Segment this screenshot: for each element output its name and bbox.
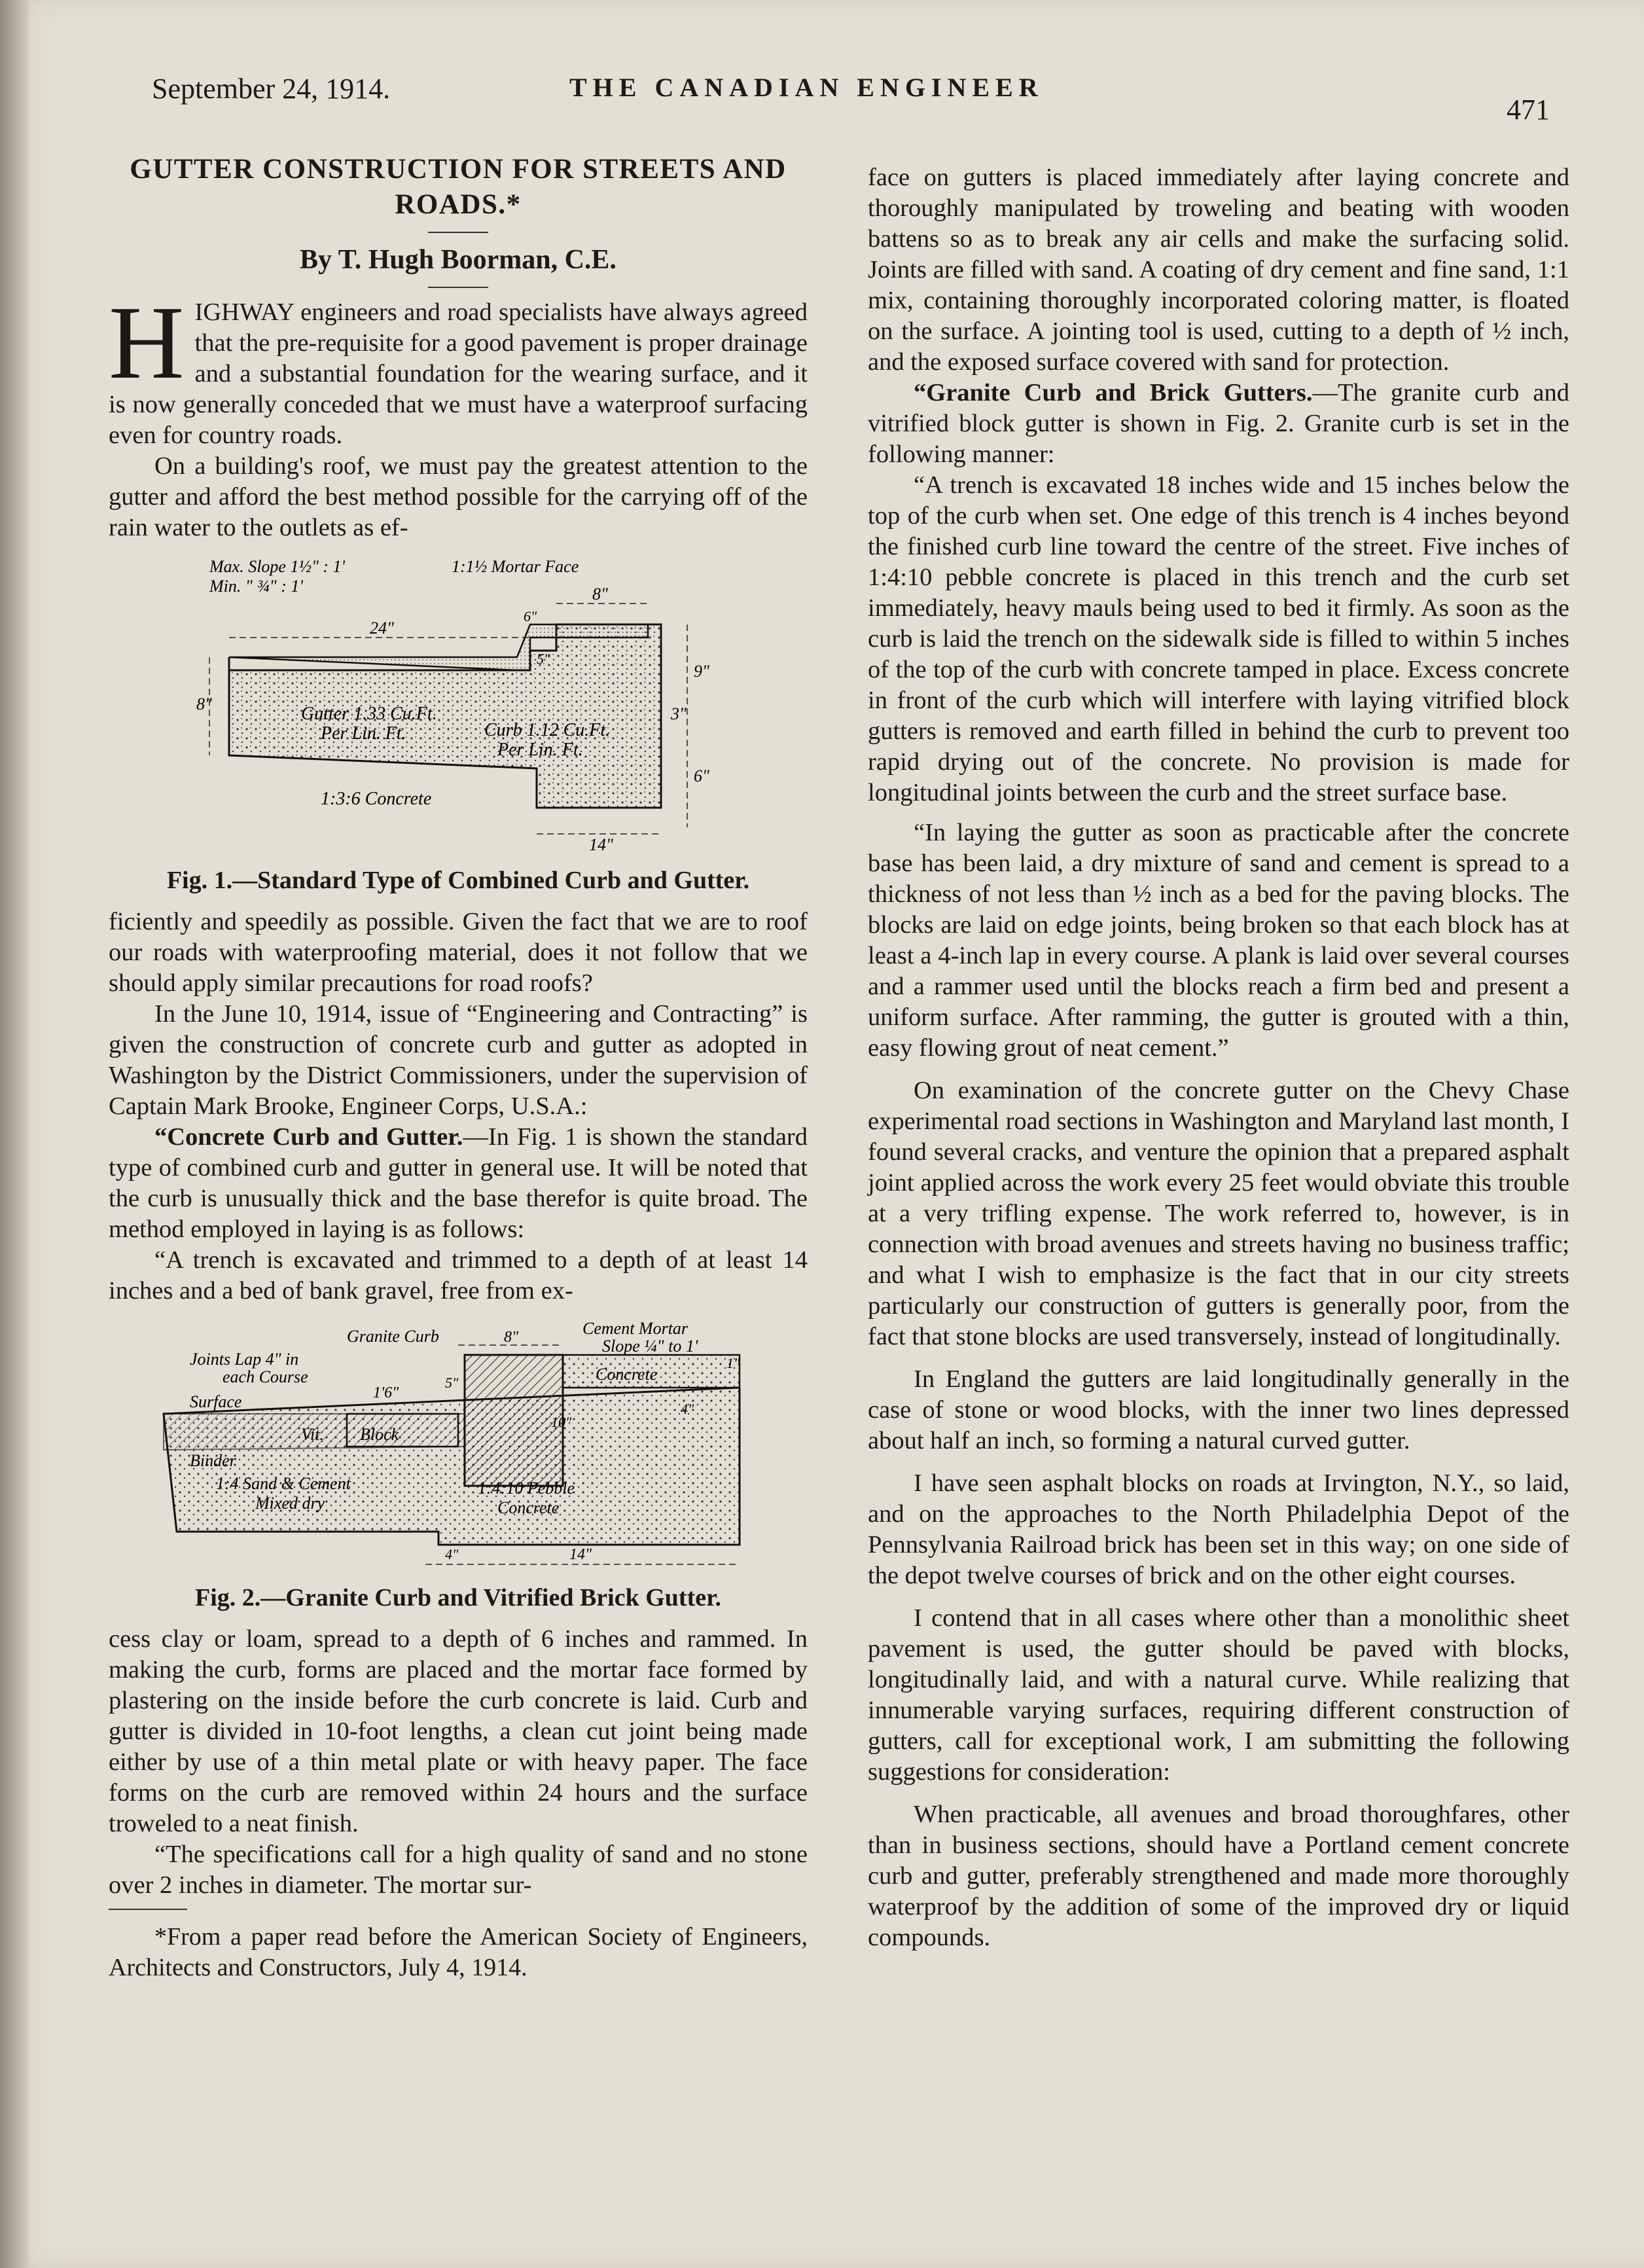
fig1-curb-volume: Curb 1.12 Cu.Ft. xyxy=(484,720,611,740)
footnote: *From a paper read before the American Society of Engineers, Architects and Constructors, July 4, 1914. xyxy=(109,1923,808,1981)
paragraph: “A trench is excavated and trimmed to a depth of at least 14 inches and a bed of bank gravel, free from ex- xyxy=(109,1246,808,1305)
paragraph: “Concrete Curb and Gutter.—In Fig. 1 is shown the standard type of combined curb and gutter in general use. It will be noted that the curb is unusually thick and the base therefor is quite broad. The method employed in laying is as follows: xyxy=(109,1123,808,1243)
paragraph: HIGHWAY engineers and road specialists have always agreed that the pre-requisite for a good pavement is proper drainage and a substantial foundation for the wearing surface, and it is now generally conceded that we must have a waterproof surfacing even for country roads. xyxy=(109,284,808,449)
fig1-min-slope: Min. " ¾" : 1' xyxy=(209,577,303,596)
fig2-dim-1-6: 1'6" xyxy=(373,1384,399,1401)
header-date: September 24, 1914. xyxy=(152,73,391,105)
fig2-dim-4a: 4" xyxy=(681,1401,694,1417)
fig1-gutter-per-ft: Per Lin. Ft. xyxy=(321,723,406,744)
fig2-dim-4b: 4" xyxy=(445,1546,459,1562)
title-rule xyxy=(428,232,488,233)
fig2-dim-5: 5" xyxy=(445,1375,459,1391)
article-byline: By T. Hugh Boorman, C.E. xyxy=(300,245,616,275)
figure-2-caption: Fig. 2.—Granite Curb and Vitrified Brick Gutter. xyxy=(195,1584,721,1611)
paragraph: “In laying the gutter as soon as practicable after the concrete base has been laid, a dry mixture of sand and cement is spread to a thickness of not less than ½ inch as a bed for the paving blocks. The blocks are laid on edge joints, being broken so that each block has at least a 4-inch lap in every course. A plank is laid over several courses and a rammer used until the blocks reach a firm bed and present a uniform surface. After ramming, the gutter is grouted with a thin, easy flowing grout of neat cement.” xyxy=(868,819,1569,1062)
fig1-dim-24: 24" xyxy=(370,619,394,638)
paragraph: On a building's roof, we must pay the greatest attention to the gutter and afford the best method possible for the carrying off of the rain water to the outlets as ef- xyxy=(109,452,808,541)
fig2-each-course: each Course xyxy=(223,1367,308,1386)
fig2-slope: Slope ¼" to 1' xyxy=(602,1337,698,1356)
fig2-granite-curb: Granite Curb xyxy=(347,1327,439,1346)
paragraph: In the June 10, 1914, issue of “Engineering and Contracting” is given the construction of concrete curb and gutter as adopted in Washington by the District Commissioners, under the supervision of Captain Mark Brooke, Engineer Corps, U.S.A.: xyxy=(109,1000,808,1120)
paragraph: face on gutters is placed immediately after laying concrete and thoroughly manipulated by troweling and beating with wooden battens so as to break any air cells and make the surfacing solid. Joints are filled with sand. A coating of dry cement and fine sand, 1:1 mix, containing thoroughly incorporated coloring matter, is floated on the surface. A jointing tool is used, cutting to a depth of ½ inch, and the exposed surface covered with sand for protection. xyxy=(868,164,1569,376)
fig2-surface: Surface xyxy=(190,1392,242,1411)
fig2-dim-1: 1" xyxy=(726,1355,740,1371)
granite-curb-brick-gutter-drawing xyxy=(151,1316,766,1577)
fig1-mortar-face: 1:1½ Mortar Face xyxy=(452,557,579,576)
paragraph: I contend that in all cases where other than a monolithic sheet pavement is used, the gutter should be paved with blocks, longitudinally laid, and with a natural curve. While realizing that innumerable varying surfaces, requiring different construction of gutters, call for exceptional work, I am submitting the following suggestions for consideration: xyxy=(868,1604,1569,1786)
fig2-pebble: 1:4:10 Pebble xyxy=(478,1479,575,1498)
paragraph: ficiently and speedily as possible. Given the fact that we are to roof our roads with waterproofing material, does it not follow that we should apply similar precautions for road roofs? xyxy=(109,908,808,997)
fig1-dim-6b: 6" xyxy=(694,766,709,785)
footnote-rule xyxy=(109,1909,187,1910)
fig1-dim-8: 8" xyxy=(592,585,608,603)
fig1-dim-6a: 6" xyxy=(524,608,537,624)
paragraph: In England the gutters are laid longitudinally generally in the case of stone or wood blocks, with the inner two lines depressed about half an inch, so forming a natural curved gutter. xyxy=(868,1365,1569,1454)
paragraph: On examination of the concrete gutter on the Chevy Chase experimental road sections in Washington and Maryland last month, I found several cracks, and venture the opinion that a prepared asphalt joint applied across the work every 25 feet would obviate this trouble at a very trifling expense. The work referred to, however, is in connection with broad avenues and streets having no business traffic; and what I wish to emphasize is the fact that in our city streets particularly our construction of gutters is generally poor, from the fact that stone blocks are used transversely, instead of longitudinally. xyxy=(868,1077,1569,1350)
fig2-cement-mortar: Cement Mortar xyxy=(582,1319,688,1338)
figure-1-caption: Fig. 1.—Standard Type of Combined Curb and Gutter. xyxy=(166,867,750,894)
fig1-gutter-volume: Gutter 1.33 Cu.Ft. xyxy=(301,704,437,724)
fig2-dim-8: 8" xyxy=(504,1329,519,1346)
article-title: GUTTER CONSTRUCTION FOR STREETS AND ROADS.* xyxy=(130,154,787,220)
fig2-block: Block xyxy=(360,1425,399,1444)
fig2-vit: Vit. xyxy=(301,1425,324,1444)
paragraph: cess clay or loam, spread to a depth of 6 inches and rammed. In making the curb, forms are placed and the mortar face formed by plastering on the inside before the curb concrete is laid. Curb and gutter is divided in 10-foot lengths, a clean cut joint being made either by use of a thin metal plate or with heavy paper. The face forms on the curb are removed within 24 hours and the surface troweled to a neat finish. xyxy=(109,1625,808,1837)
right-column xyxy=(868,162,1569,1953)
fig2-pebble-concrete: Concrete xyxy=(497,1498,560,1517)
left-column xyxy=(109,152,808,1983)
fig1-dim-8v: 8" xyxy=(196,694,212,713)
fig1-dim-3: 3" xyxy=(671,704,687,723)
fig2-dim-10: 10" xyxy=(551,1414,572,1430)
fig2-joints: Joints Lap 4" in xyxy=(190,1350,299,1369)
paragraph: “A trench is excavated 18 inches wide and 15 inches below the top of the curb when set. One edge of this trench is 4 inches beyond the finished curb line toward the centre of the street. Five inches of 1:4:10 pebble concrete is placed in this trench and the curb set immediately, heavy mauls being used to bed it firmly. As soon as the curb is laid the trench on the sidewalk side is filled to within 5 inches of the top of the curb with concrete tamped in place. Excess concrete in front of the curb which will interfere with laying vitrified block gutters is removed and earth filled in behind the curb to prevent too rapid drying out of the concrete. No provision is made for longitudinal joints between the curb and the street surface base. xyxy=(868,471,1569,806)
curb-gutter-section-drawing xyxy=(190,552,726,860)
section-lead: “Granite Curb and Brick Gutters. xyxy=(914,379,1313,406)
fig2-mixed-dry: Mixed dry xyxy=(255,1494,325,1513)
fig1-dim-5: 5" xyxy=(537,651,550,667)
fig1-curb-per-ft: Per Lin. Ft. xyxy=(497,740,583,760)
paragraph: “The specifications call for a high quality of sand and no stone over 2 inches in diameter. The mortar sur- xyxy=(109,1841,808,1899)
drop-cap: H xyxy=(109,284,185,401)
fig1-max-slope: Max. Slope 1½" : 1' xyxy=(209,557,346,576)
header-journal-title: THE CANADIAN ENGINEER xyxy=(569,73,1044,102)
paragraph: “Granite Curb and Brick Gutters.—The granite curb and vitrified block gutter is shown in Fig. 2. Granite curb is set in the following manner: xyxy=(868,379,1569,468)
fig1-dim-14: 14" xyxy=(589,835,613,854)
binding-shadow xyxy=(0,0,29,2268)
figure-2 xyxy=(109,1316,808,1613)
fig1-concrete-mix: 1:3:6 Concrete xyxy=(321,789,432,809)
section-lead: “Concrete Curb and Gutter. xyxy=(154,1123,463,1151)
paragraph: I have seen asphalt blocks on roads at Irvington, N.Y., so laid, and on the approaches to the North Philadelphia Depot of the Pennsylvania Railroad brick has been set in this way; on one side of the depot twelve courses of brick and on the other eight courses. xyxy=(868,1469,1569,1589)
fig2-sand-cement: 1:4 Sand & Cement xyxy=(216,1474,351,1493)
header-page-number: 471 xyxy=(1507,94,1550,126)
fig1-dim-9: 9" xyxy=(694,662,709,681)
figure-1 xyxy=(109,552,808,896)
fig2-concrete: Concrete xyxy=(596,1365,658,1384)
byline-rule xyxy=(428,287,488,288)
paragraph: When practicable, all avenues and broad thoroughfares, other than in business sections, should have a Portland cement concrete curb and gutter, preferably strengthened and made more thoroughly waterproof by the addition of some of the improved dry or liquid compounds. xyxy=(868,1801,1569,1951)
fig2-binder: Binder xyxy=(190,1451,236,1470)
fig2-dim-14: 14" xyxy=(569,1546,592,1563)
